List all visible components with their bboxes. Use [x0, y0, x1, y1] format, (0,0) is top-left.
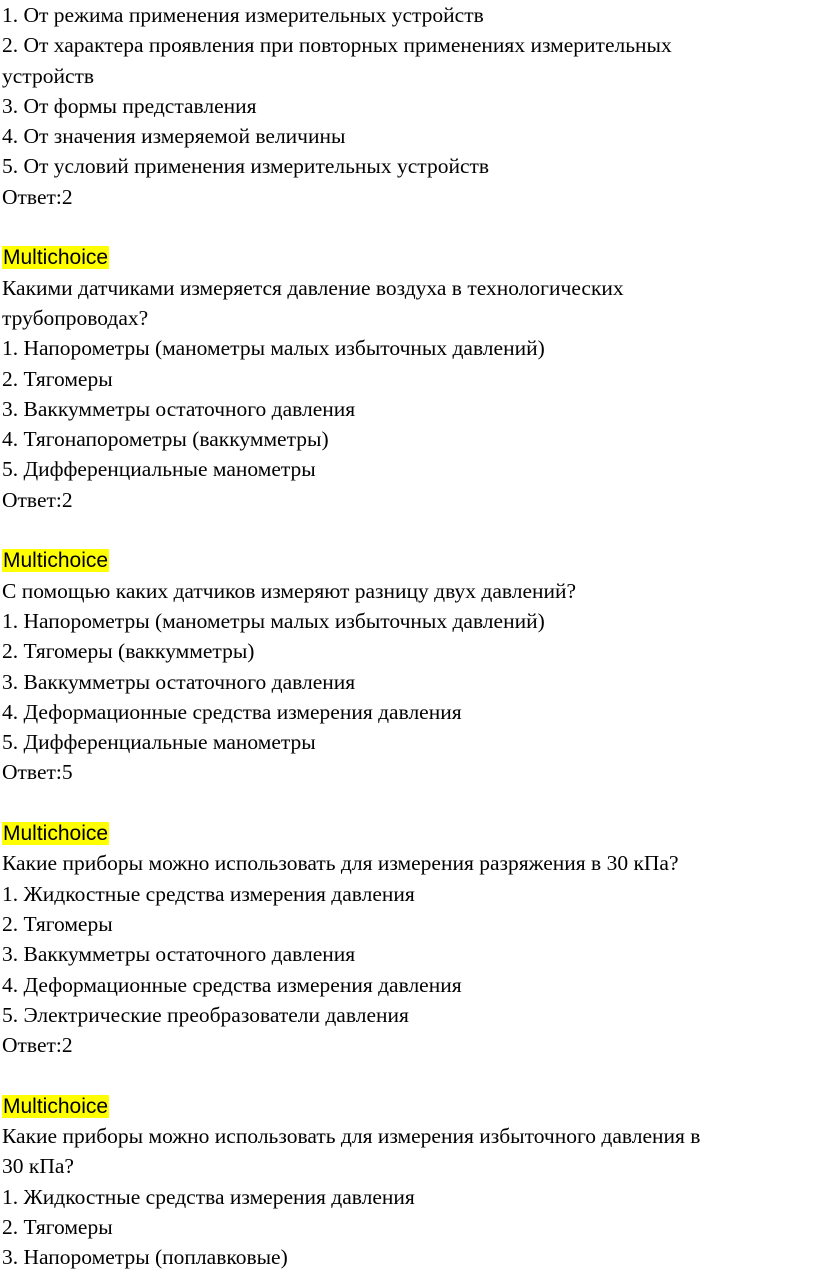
question-text: Какие приборы можно использовать для измерения избыточного давления в	[2, 1123, 701, 1148]
question-text: Какие приборы можно использовать для измерения разряжения в 30 кПа?	[2, 851, 679, 876]
answer-key: Ответ:2	[2, 184, 73, 209]
spacer	[2, 515, 816, 545]
answer-option: 5. От условий применения измерительных устройств	[2, 154, 490, 179]
answer-option: 2. Тягомеры	[2, 366, 113, 391]
answer-key: Ответ:2	[2, 1033, 73, 1058]
answer-option: 2. Тягомеры	[2, 911, 113, 936]
answer-option: 1. Напорометры (манометры малых избыточных давлений)	[2, 336, 545, 361]
question-text: Какими датчиками измеряется давление воздуха в технологических	[2, 275, 624, 300]
spacer	[2, 212, 816, 242]
question-text: трубопроводах?	[2, 305, 149, 330]
answer-option: 3. Ваккумметры остаточного давления	[2, 669, 356, 694]
answer-option: 3. От формы представления	[2, 93, 257, 118]
answer-option: 3. Ваккумметры остаточного давления	[2, 396, 356, 421]
answer-option: 3. Напорометры (поплавковые)	[2, 1245, 288, 1270]
question-block	[2, 545, 816, 787]
answer-option: 4. Тягонапорометры (ваккумметры)	[2, 427, 329, 452]
answer-option: 5. Электрические преобразователи давления	[2, 1002, 409, 1027]
spacer	[2, 1060, 816, 1090]
question-type-tag: Multichoice	[3, 246, 109, 270]
answer-option: 2. Тягомеры	[2, 1214, 113, 1239]
spacer	[2, 788, 816, 818]
question-block-intro	[2, 0, 816, 212]
answer-option: 4. Деформационные средства измерения давления	[2, 972, 462, 997]
answer-option: 1. Напорометры (манометры малых избыточных давлений)	[2, 608, 545, 633]
answer-key: Ответ:5	[2, 760, 73, 785]
answer-option: 5. Дифференциальные манометры	[2, 457, 316, 482]
answer-option: 4. От значения измеряемой величины	[2, 124, 346, 149]
answer-option: 2. От характера проявления при повторных применениях измерительных	[2, 33, 672, 58]
answer-option: устройств	[2, 63, 95, 88]
question-text: 30 кПа?	[2, 1154, 74, 1179]
answer-option: 1. Жидкостные средства измерения давления	[2, 1184, 415, 1209]
question-block	[2, 818, 816, 1060]
question-block	[2, 242, 816, 515]
question-text: С помощью каких датчиков измеряют разницу двух давлений?	[2, 578, 577, 603]
question-type-tag: Multichoice	[3, 549, 109, 573]
answer-option: 1. От режима применения измерительных устройств	[2, 3, 484, 27]
answer-key: Ответ:2	[2, 487, 73, 512]
answer-option: 1. Жидкостные средства измерения давления	[2, 881, 415, 906]
answer-option: 3. Ваккумметры остаточного давления	[2, 942, 356, 967]
answer-option: 4. Деформационные средства измерения давления	[2, 699, 462, 724]
question-type-tag: Multichoice	[3, 822, 109, 846]
answer-option: 5. Дифференциальные манометры	[2, 730, 316, 755]
question-type-tag: Multichoice	[3, 1094, 109, 1118]
question-block	[2, 1091, 816, 1273]
answer-option: 2. Тягомеры (ваккумметры)	[2, 639, 255, 664]
